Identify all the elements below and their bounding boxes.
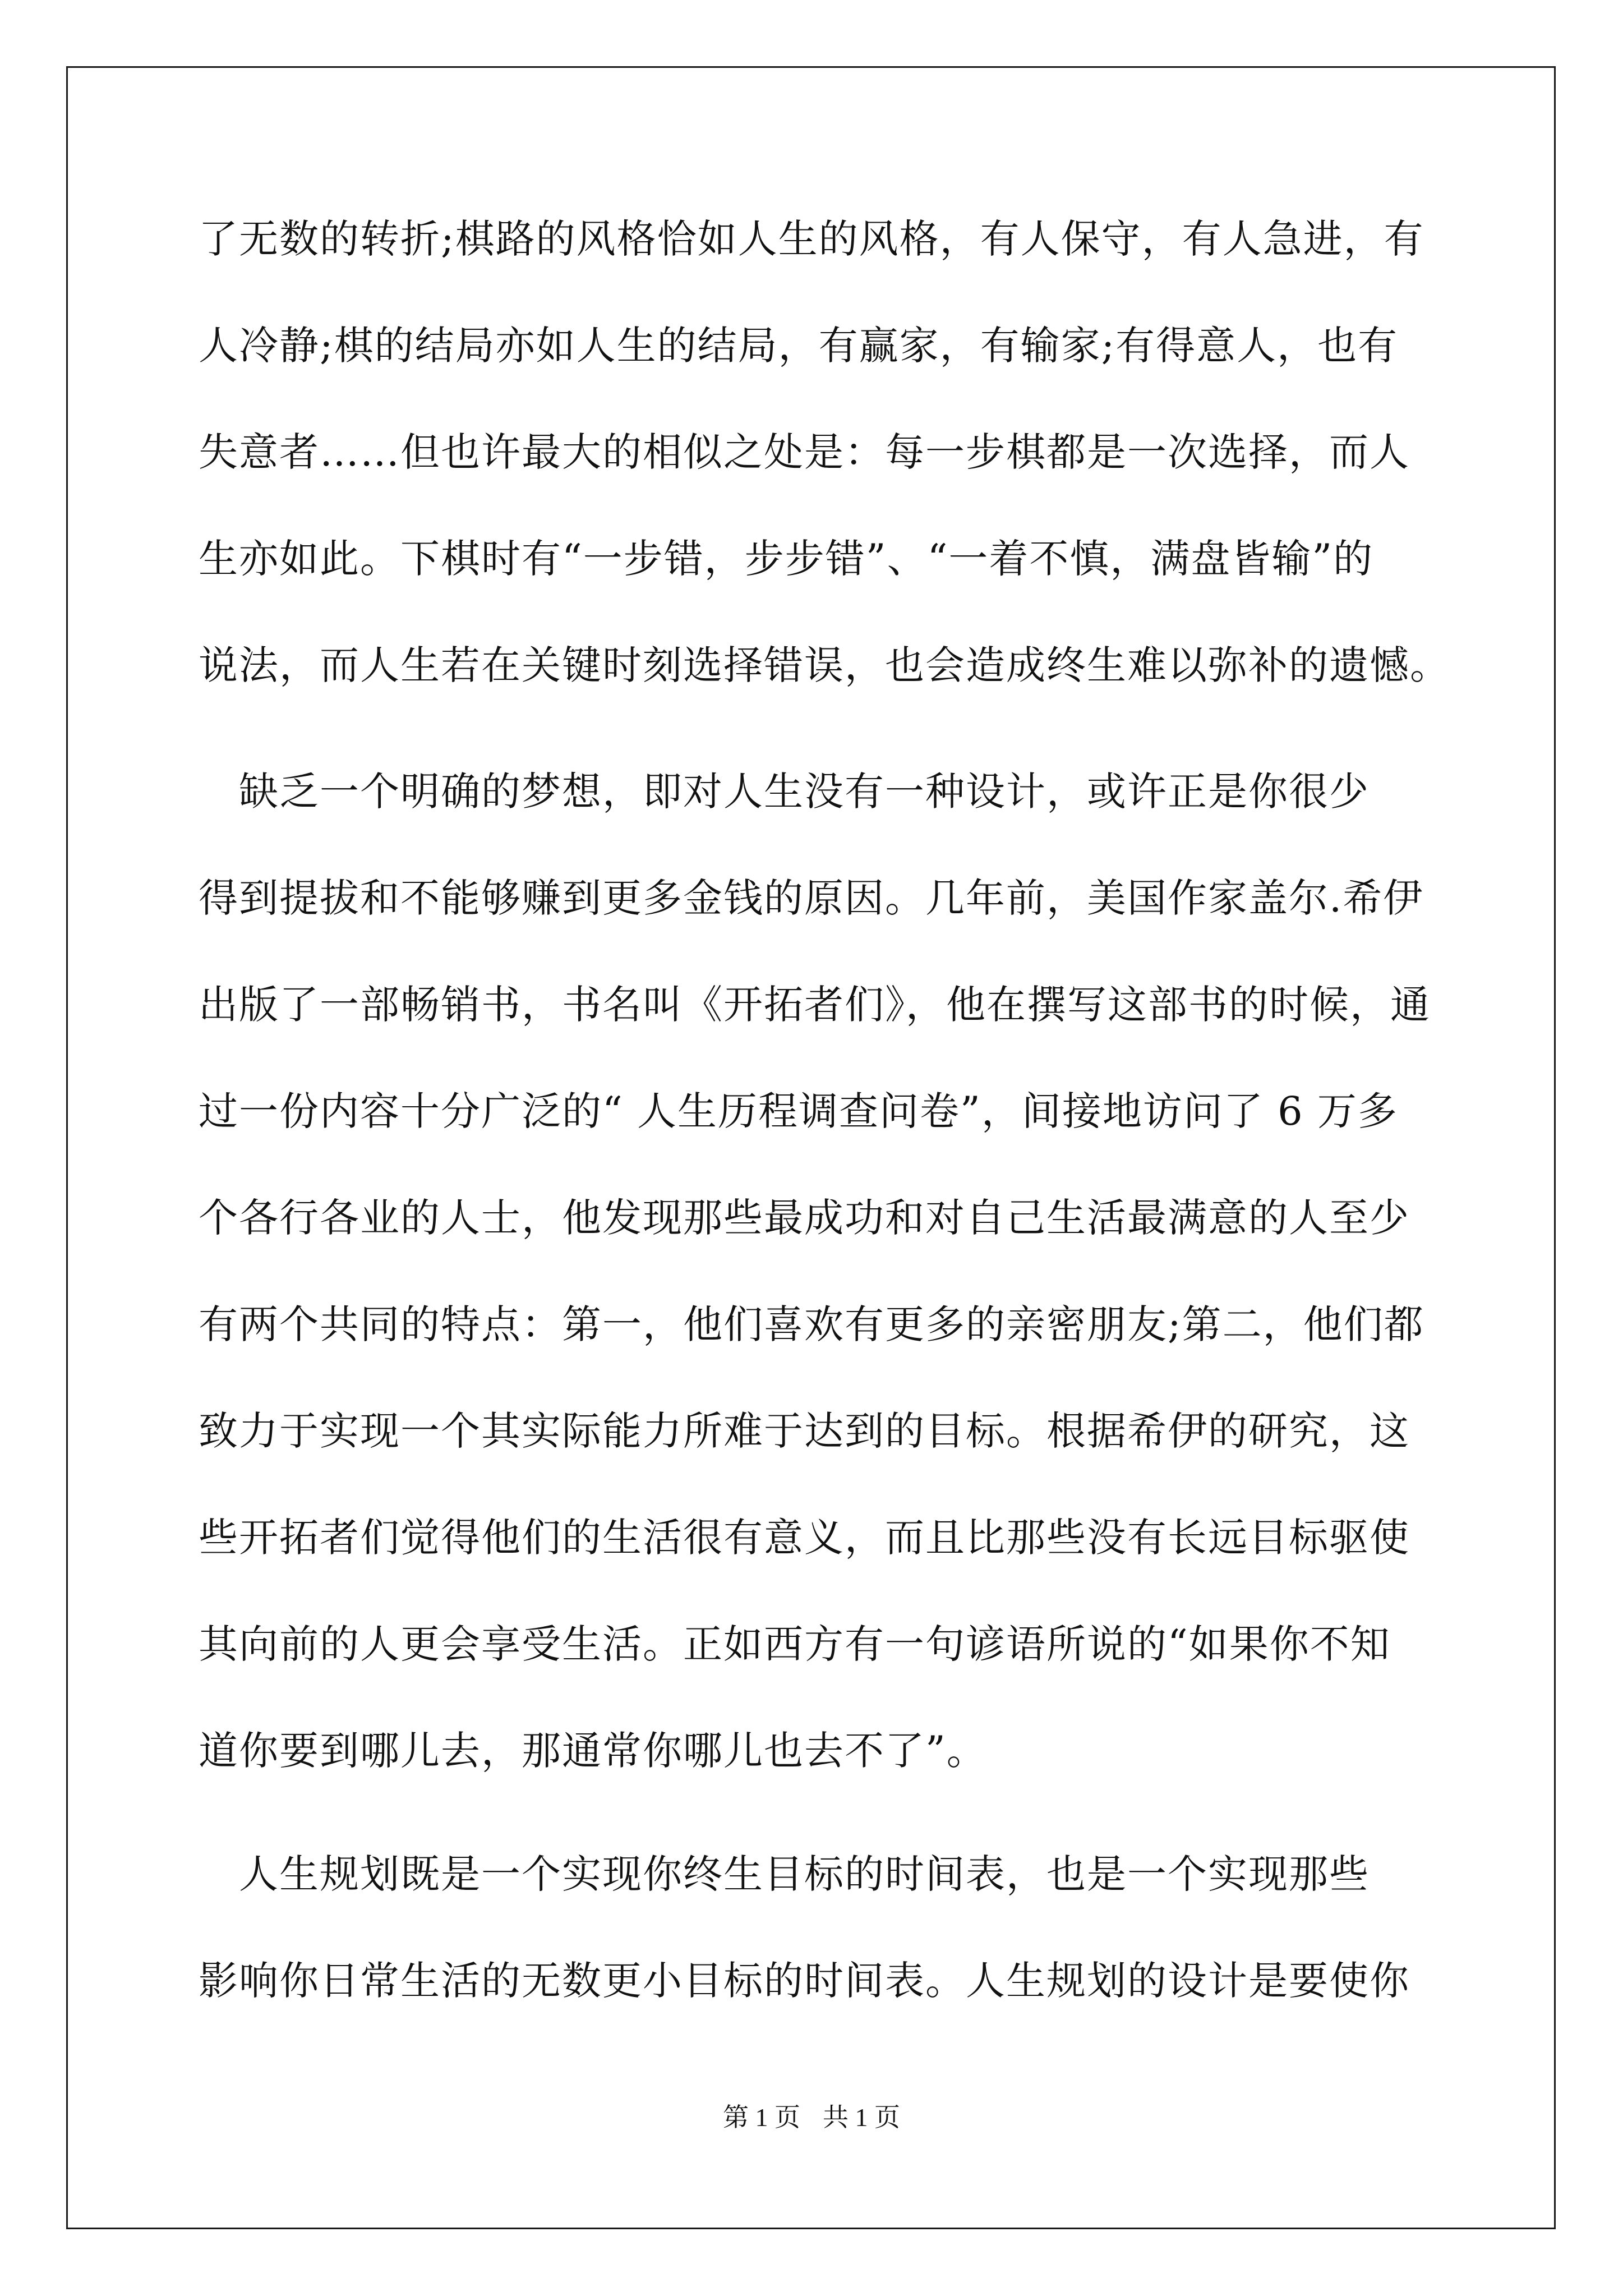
text-line: 人冷静;棋的结局亦如人生的结局，有赢家，有输家;有得意人，也有 (199, 323, 1399, 369)
page-footer (0, 2097, 1623, 2134)
text-line: 生亦如此。下棋时有“一步错，步步错”、“一着不慎，满盘皆输”的 (199, 536, 1374, 582)
page-border (66, 66, 1556, 2229)
text-line: 出版了一部畅销书，书名叫《开拓者们》，他在撰写这部书的时候，通 (199, 982, 1431, 1028)
text-line: 说法，而人生若在关键时刻选择错误，也会造成终生难以弥补的遗憾。 (199, 642, 1450, 688)
text-line: 个各行各业的人士，他发现那些最成功和对自己生活最满意的人至少 (199, 1195, 1410, 1241)
text-line: 得到提拔和不能够赚到更多金钱的原因。几年前，美国作家盖尔.希伊 (199, 875, 1424, 921)
text-line: 过一份内容十分广泛的“ 人生历程调查问卷”，间接地访问了 6 万多 (199, 1088, 1398, 1134)
paragraph-start-line: 缺乏一个明确的梦想，即对人生没有一种设计，或许正是你很少 (199, 769, 1370, 815)
text-line: 了无数的转折;棋路的风格恰如人生的风格，有人保守，有人急进，有 (199, 216, 1424, 262)
page-number-total: 共 1 页 (823, 2103, 900, 2132)
text-line: 影响你日常生活的无数更小目标的时间表。人生规划的设计是要使你 (199, 1958, 1410, 2004)
text-line: 失意者……但也许最大的相似之处是：每一步棋都是一次选择，而人 (199, 429, 1410, 475)
paragraph-start-line: 人生规划既是一个实现你终生目标的时间表，也是一个实现那些 (199, 1851, 1370, 1897)
text-line: 些开拓者们觉得他们的生活很有意义，而且比那些没有长远目标驱使 (199, 1515, 1410, 1561)
text-line: 道你要到哪儿去，那通常你哪儿也去不了”。 (199, 1728, 987, 1774)
text-line: 致力于实现一个其实际能力所难于达到的目标。根据希伊的研究，这 (199, 1408, 1410, 1454)
text-line: 其向前的人更会享受生活。正如西方有一句谚语所说的“如果你不知 (199, 1621, 1391, 1667)
text-line: 有两个共同的特点：第一，他们喜欢有更多的亲密朋友;第二，他们都 (199, 1301, 1424, 1347)
page-number-current: 第 1 页 (723, 2103, 800, 2132)
